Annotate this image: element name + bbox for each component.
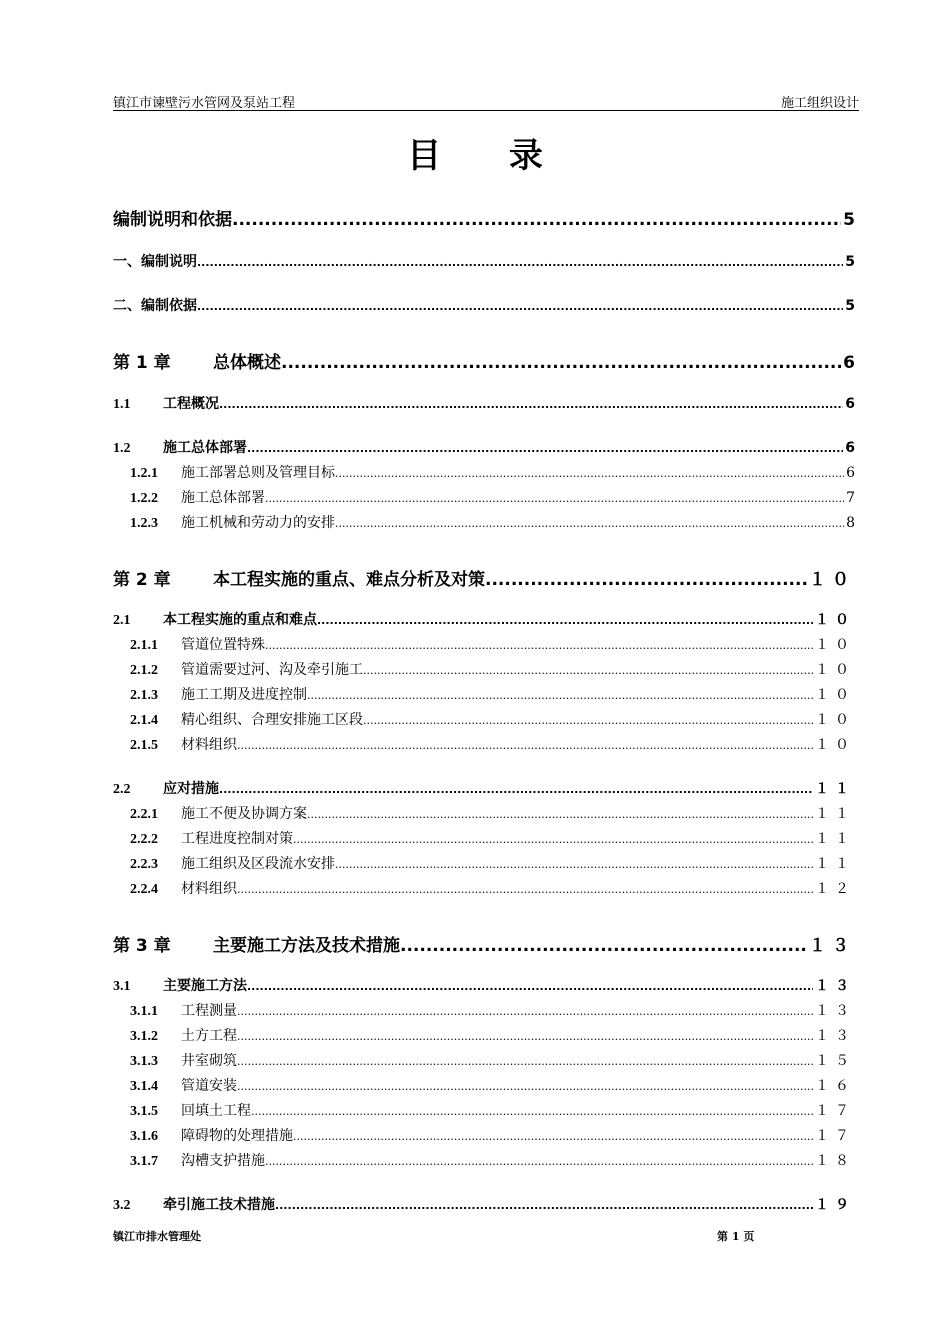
toc-entry-title: 总体概述 — [213, 353, 281, 373]
toc-entry[interactable] — [113, 1025, 855, 1045]
toc-entry-page: 8 — [846, 515, 855, 531]
toc-entry[interactable] — [113, 565, 855, 590]
toc-entry-page: 6 — [846, 465, 855, 481]
toc-entry-title: 施工机械和劳动力的安排 — [181, 515, 335, 531]
toc-entry-page: 7 — [846, 490, 855, 506]
toc-entry-number: 2.2.1 — [130, 807, 158, 822]
toc-entry-title: 工程测量 — [181, 1003, 237, 1019]
toc-leader-dots — [219, 781, 813, 797]
toc-entry-number: 1.2.1 — [130, 466, 158, 481]
toc-entry[interactable] — [113, 778, 855, 798]
toc-entry-title: 牵引施工技术措施 — [163, 1197, 275, 1213]
header-doc-type: 施工组织设计 — [780, 96, 859, 111]
header-project-name: 镇江市谏壁污水管网及泵站工程 — [113, 96, 296, 111]
toc-entry-title: 本工程实施的重点、难点分析及对策 — [213, 570, 485, 590]
toc-leader-dots — [237, 737, 813, 753]
toc-entry-page: １８ — [815, 1153, 855, 1169]
toc-entry[interactable] — [113, 205, 855, 230]
toc-entry-title: 材料组织 — [181, 881, 237, 897]
toc-entry-page: 6 — [843, 353, 855, 373]
toc-entry-number: 3.1.7 — [130, 1154, 158, 1169]
toc-leader-dots — [293, 831, 813, 847]
toc-leader-dots — [265, 490, 844, 506]
toc-entry[interactable] — [113, 828, 855, 848]
toc-entry-page: １０ — [809, 570, 855, 590]
toc-entry-number: 2.1.2 — [130, 663, 158, 678]
toc-entry-page: １９ — [815, 1197, 855, 1213]
toc-entry-title: 一、编制说明 — [113, 254, 197, 270]
toc-entry-number: 1.2.2 — [130, 491, 158, 506]
toc-leader-dots — [363, 712, 813, 728]
toc-entry[interactable] — [113, 251, 855, 271]
toc-entry-number: 2.1.3 — [130, 688, 158, 703]
toc-entry-number: 2.1 — [113, 613, 131, 628]
toc-entry-number: 2.1.5 — [130, 738, 158, 753]
toc-leader-dots — [400, 936, 807, 956]
toc-leader-dots — [232, 210, 841, 230]
toc-entry-title: 井室砌筑 — [181, 1053, 237, 1069]
toc-entry-title: 施工部署总则及管理目标 — [181, 465, 335, 481]
page-header — [113, 90, 859, 111]
toc-entry-title: 施工总体部署 — [181, 490, 265, 506]
toc-entry-page: １５ — [815, 1053, 855, 1069]
toc-entry-title: 应对措施 — [163, 781, 219, 797]
toc-entry-page: １０ — [815, 737, 855, 753]
toc-entry-number: 3.1.2 — [130, 1029, 158, 1044]
toc-entry-page: １７ — [815, 1103, 855, 1119]
toc-entry-page: 5 — [845, 254, 855, 270]
toc-entry[interactable] — [113, 931, 855, 956]
toc-entry[interactable] — [113, 975, 855, 995]
toc-entry-number: 1.2 — [113, 441, 131, 456]
toc-entry-page: １１ — [815, 806, 855, 822]
toc-entry[interactable] — [113, 634, 855, 654]
toc-entry-number: 3.1.5 — [130, 1104, 158, 1119]
toc-entry[interactable] — [113, 1075, 855, 1095]
toc-entry-number: 第 1 章 — [113, 353, 171, 373]
toc-entry-title: 工程概况 — [163, 396, 219, 412]
toc-leader-dots — [335, 856, 813, 872]
toc-entry-title: 工程进度控制对策 — [181, 831, 293, 847]
toc-leader-dots — [335, 515, 844, 531]
toc-entry[interactable] — [113, 878, 855, 898]
toc-entry-number: 第 2 章 — [113, 570, 171, 590]
toc-entry-number: 2.2.4 — [130, 882, 158, 897]
toc-entry-page: １６ — [815, 1078, 855, 1094]
toc-entry-page: １３ — [815, 1003, 855, 1019]
toc-entry[interactable] — [113, 512, 855, 532]
toc-entry-title: 二、编制依据 — [113, 298, 197, 314]
toc-entry-title: 主要施工方法 — [163, 978, 247, 994]
toc-entry[interactable] — [113, 1194, 855, 1214]
toc-entry-title: 精心组织、合理安排施工区段 — [181, 712, 363, 728]
toc-entry-title: 编制说明和依据 — [113, 210, 232, 230]
toc-entry-title: 管道需要过河、沟及牵引施工 — [181, 662, 363, 678]
toc-entry-number: 3.1.3 — [130, 1054, 158, 1069]
toc-entry[interactable] — [113, 853, 855, 873]
toc-entry-page: １０ — [815, 662, 855, 678]
toc-entry[interactable] — [113, 709, 855, 729]
toc-entry-number: 3.2 — [113, 1198, 131, 1213]
toc-entry[interactable] — [113, 803, 855, 823]
toc-entry-number: 1.1 — [113, 397, 131, 412]
toc-leader-dots — [197, 298, 843, 314]
toc-entry[interactable] — [113, 393, 855, 413]
toc-leader-dots — [247, 978, 813, 994]
toc-entry-number: 3.1 — [113, 979, 131, 994]
toc-entry-title: 土方工程 — [181, 1028, 237, 1044]
toc-entry-page: １０ — [815, 612, 855, 628]
toc-entry-title: 障碍物的处理措施 — [181, 1128, 293, 1144]
toc-leader-dots — [275, 1197, 813, 1213]
footer-page-number: 第 1 页 — [717, 1230, 755, 1243]
toc-entry-number: 第 3 章 — [113, 936, 171, 956]
toc-entry-title: 本工程实施的重点和难点 — [163, 612, 317, 628]
toc-entry[interactable] — [113, 609, 855, 629]
toc-entry-number: 2.2 — [113, 782, 131, 797]
toc-entry-page: １０ — [815, 712, 855, 728]
toc-leader-dots — [247, 440, 843, 456]
toc-entry-number: 2.1.1 — [130, 638, 158, 653]
toc-entry[interactable] — [113, 1000, 855, 1020]
toc-entry-page: １２ — [815, 881, 855, 897]
toc-leader-dots — [293, 1128, 813, 1144]
toc-entry[interactable] — [113, 1125, 855, 1145]
toc-leader-dots — [265, 637, 813, 653]
toc-entry[interactable] — [113, 462, 855, 482]
toc-entry-page: １７ — [815, 1128, 855, 1144]
toc-entry-page: 6 — [845, 440, 855, 456]
toc-leader-dots — [317, 612, 813, 628]
toc-leader-dots — [237, 881, 813, 897]
toc-entry-title: 主要施工方法及技术措施 — [213, 936, 400, 956]
toc-leader-dots — [307, 687, 813, 703]
toc-entry[interactable] — [113, 1100, 855, 1120]
toc-leader-dots — [281, 353, 841, 373]
toc-entry[interactable] — [113, 348, 855, 373]
toc-leader-dots — [237, 1078, 813, 1094]
toc-entry-page: 5 — [845, 298, 855, 314]
toc-entry-page: １１ — [815, 831, 855, 847]
toc-entry-number: 2.1.4 — [130, 713, 158, 728]
toc-entry-page: 6 — [845, 396, 855, 412]
toc-leader-dots — [485, 570, 807, 590]
toc-entry-title: 回填土工程 — [181, 1103, 251, 1119]
toc-entry-number: 2.2.2 — [130, 832, 158, 847]
toc-entry[interactable] — [113, 295, 855, 315]
toc-entry-title: 施工组织及区段流水安排 — [181, 856, 335, 872]
toc-entry-page: １０ — [815, 637, 855, 653]
toc-entry[interactable] — [113, 734, 855, 754]
toc-entry-page: １３ — [815, 978, 855, 994]
toc-entry[interactable] — [113, 1050, 855, 1070]
toc-leader-dots — [197, 254, 843, 270]
toc-entry-page: １３ — [809, 936, 855, 956]
toc-entry[interactable] — [113, 684, 855, 704]
toc-entry-title: 施工工期及进度控制 — [181, 687, 307, 703]
toc-entry-title: 施工总体部署 — [163, 440, 247, 456]
toc-entry[interactable] — [113, 1150, 855, 1170]
toc-entry-number: 3.1.1 — [130, 1004, 158, 1019]
toc-entry-title: 材料组织 — [181, 737, 237, 753]
toc-entry-title: 施工不便及协调方案 — [181, 806, 307, 822]
footer-organization: 镇江市排水管理处 — [113, 1230, 201, 1243]
toc-leader-dots — [363, 662, 813, 678]
toc-entry-title: 管道安装 — [181, 1078, 237, 1094]
toc-entry-page: 5 — [843, 210, 855, 230]
toc-entry-title: 沟槽支护措施 — [181, 1153, 265, 1169]
toc-leader-dots — [265, 1153, 813, 1169]
toc-leader-dots — [219, 396, 843, 412]
toc-entry-page: １０ — [815, 687, 855, 703]
toc-entry-number: 1.2.3 — [130, 516, 158, 531]
toc-entry-page: １１ — [815, 856, 855, 872]
toc-entry-number: 2.2.3 — [130, 857, 158, 872]
toc-entry[interactable] — [113, 487, 855, 507]
toc-leader-dots — [335, 465, 844, 481]
toc-leader-dots — [237, 1003, 813, 1019]
toc-entry-title: 管道位置特殊 — [181, 637, 265, 653]
toc-leader-dots — [237, 1028, 813, 1044]
toc-leader-dots — [237, 1053, 813, 1069]
toc-entry-number: 3.1.4 — [130, 1079, 158, 1094]
toc-entry-page: １３ — [815, 1028, 855, 1044]
toc-entry-number: 3.1.6 — [130, 1129, 158, 1144]
page-title: 目 录 — [407, 136, 571, 176]
toc-leader-dots — [251, 1103, 813, 1119]
toc-entry[interactable] — [113, 437, 855, 457]
toc-entry[interactable] — [113, 659, 855, 679]
toc-entry-page: １１ — [815, 781, 855, 797]
toc-leader-dots — [307, 806, 813, 822]
